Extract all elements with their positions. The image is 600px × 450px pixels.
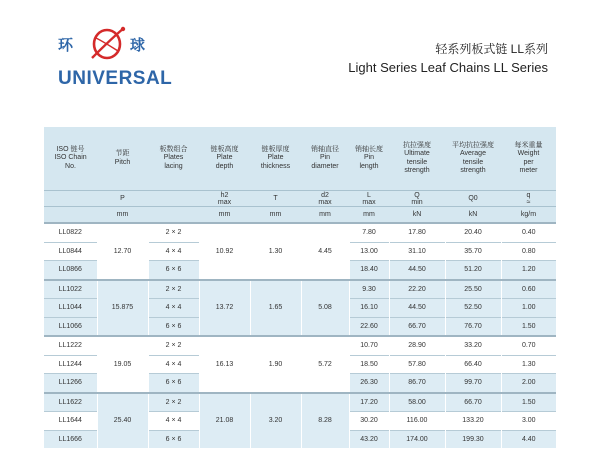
table-row: LL1266 6 × 6 26.30 86.70 99.70 2.00 — [44, 374, 556, 393]
header-pin-length: 销轴长度 Pin length — [349, 127, 389, 191]
header-iso: ISO 链号 ISO Chain No. — [44, 127, 97, 191]
header-plate-thickness: 链板厚度 Plate thickness — [250, 127, 301, 191]
symbol-weight: q ≈ — [501, 191, 556, 207]
table-row: LL1666 6 × 6 43.20 174.00 199.30 4.40 — [44, 430, 556, 448]
header-lacing: 板数组合 Plates lacing — [148, 127, 199, 191]
table-row: LL1066 6 × 6 22.60 66.70 76.70 1.50 — [44, 317, 556, 336]
unit-pin-diameter: mm — [301, 207, 349, 224]
table-row: LL1644 4 × 4 30.20 116.00 133.20 3.00 — [44, 412, 556, 431]
header-pin-diameter: 销轴直径 Pin diameter — [301, 127, 349, 191]
symbol-pitch: P — [97, 191, 148, 207]
symbol-plate-depth: h2 max — [199, 191, 250, 207]
header-tensile: 抗拉强度 Ultimate tensile strength — [389, 127, 445, 191]
page-title-chinese: 轻系列板式链 LL系列 — [435, 42, 548, 56]
chain-group — [44, 336, 556, 393]
unit-plate-depth: mm — [199, 207, 250, 224]
unit-tensile: kN — [389, 207, 445, 224]
logo-chinese-right: 球 — [130, 36, 146, 54]
symbol-pin-diameter: d2 max — [301, 191, 349, 207]
table-row: LL0822 12.70 2 × 2 10.92 1.30 4.45 7.80 17.80 20.40 0.40 — [44, 223, 556, 242]
table-row: LL1622 25.40 2 × 2 21.08 3.20 8.28 17.20 58.00 66.70 1.50 — [44, 393, 556, 412]
unit-plate-thickness: mm — [250, 207, 301, 224]
unit-pitch: mm — [97, 207, 148, 224]
header-row-labels — [44, 127, 556, 191]
table-row: LL1044 4 × 4 16.10 44.50 52.50 1.00 — [44, 299, 556, 318]
logo-chinese-left: 环 — [58, 36, 74, 54]
chain-group — [44, 393, 556, 449]
leaf-chain-spec-table — [44, 127, 556, 448]
unit-pin-length: mm — [349, 207, 389, 224]
page-title-english: Light Series Leaf Chains LL Series — [348, 60, 548, 75]
table-row: LL0844 4 × 4 13.00 31.10 35.70 0.80 — [44, 242, 556, 261]
chain-group — [44, 280, 556, 337]
unit-avg-tensile: kN — [445, 207, 501, 224]
logo-english: UNIVERSAL — [58, 68, 173, 89]
symbol-tensile: Q min — [389, 191, 445, 207]
brand-logo — [58, 24, 173, 94]
table-row: LL1022 15.875 2 × 2 13.72 1.65 5.08 9.30 22.20 25.50 0.60 — [44, 280, 556, 299]
globe-orbit-icon — [86, 24, 128, 64]
header-pitch: 节距 Pitch — [97, 127, 148, 191]
table-row: LL1244 4 × 4 18.50 57.80 66.40 1.30 — [44, 355, 556, 374]
symbol-plate-thickness: T — [250, 191, 301, 207]
header-weight: 每米重量 Weight per meter — [501, 127, 556, 191]
unit-weight: kg/m — [501, 207, 556, 224]
header-plate-depth: 链板高度 Plate depth — [199, 127, 250, 191]
header-avg-tensile: 平均抗拉强度 Average tensile strength — [445, 127, 501, 191]
symbol-pin-length: L max — [349, 191, 389, 207]
table-row: LL1222 19.05 2 × 2 16.13 1.90 5.72 10.70 28.90 33.20 0.70 — [44, 336, 556, 355]
header-row-units — [44, 207, 556, 224]
chain-group — [44, 223, 556, 280]
header-row-symbols — [44, 191, 556, 207]
symbol-avg-tensile: Q0 — [445, 191, 501, 207]
table-row: LL0866 6 × 6 18.40 44.50 51.20 1.20 — [44, 261, 556, 280]
